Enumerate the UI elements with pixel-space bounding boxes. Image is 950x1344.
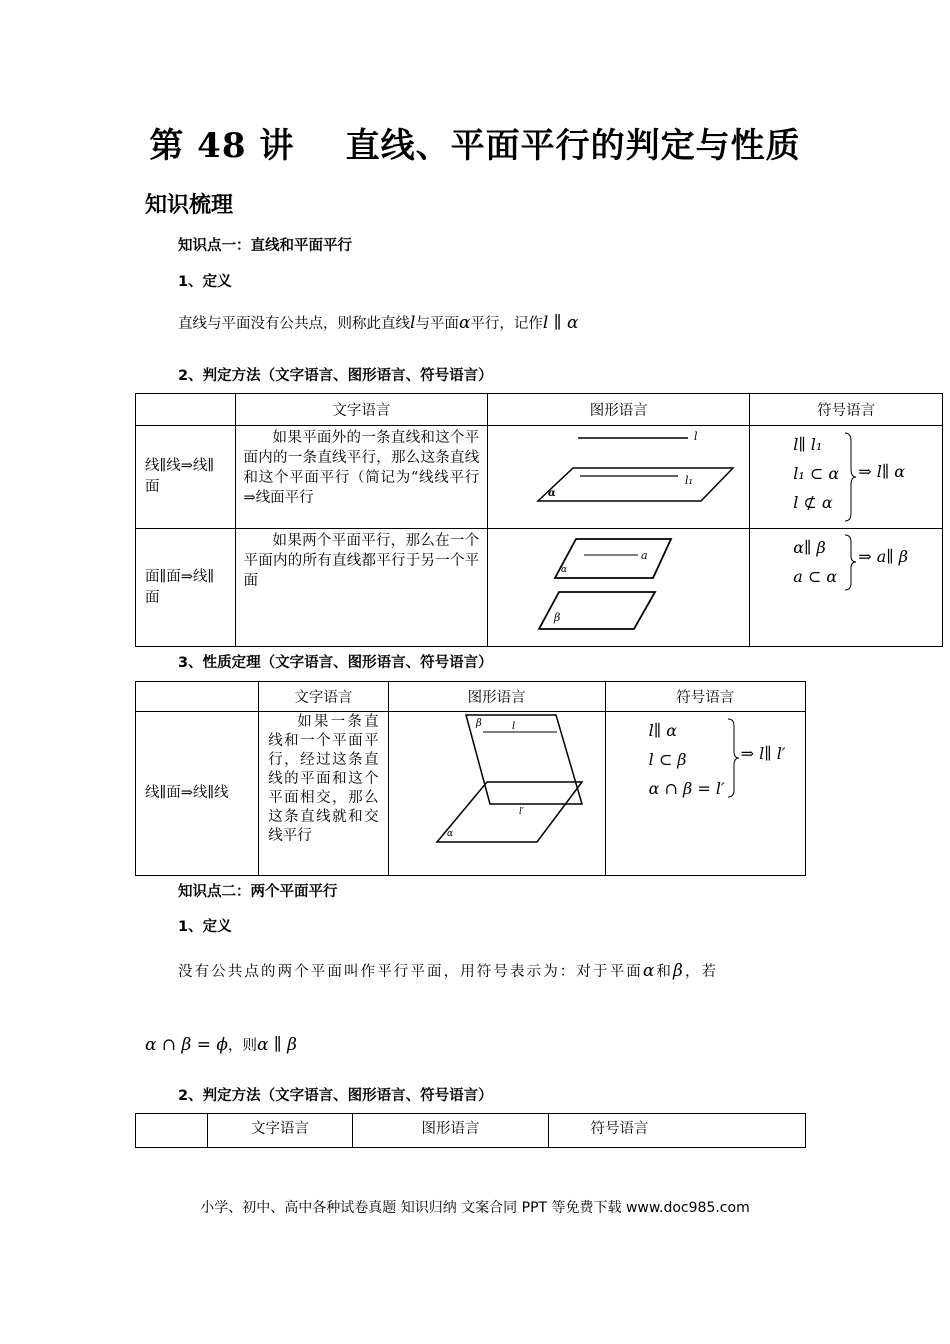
row2-symbol — [750, 529, 943, 647]
kp1-heading: 知识点一：直线和平面平行 — [178, 238, 352, 254]
row2-sym-result: ⇒ a∥ β — [858, 547, 908, 566]
kp1-judge-heading: 2、判定方法（文字语言、图形语言、符号语言） — [178, 368, 493, 384]
row1-symbol — [750, 426, 943, 529]
prop-sym-result: ⇒ l∥ l′ — [740, 744, 786, 763]
def-text-a: 直线与平面没有公共点，则称此直线 — [178, 316, 410, 332]
prop-sym-line-2: l ⊂ β — [648, 750, 687, 769]
kp1-def-heading: 1、定义 — [178, 274, 232, 290]
kp2-def-text-a: 没有公共点的两个平面叫作平行平面，用符号表示为：对于平面 — [178, 964, 643, 980]
kp2-judge-table — [135, 1113, 806, 1148]
label-alpha: α — [561, 565, 568, 575]
row2-sym-line-1: α∥ β — [793, 538, 826, 557]
label-l1: l₁ — [685, 474, 694, 487]
kp2-def-cond: α ∩ β = ϕ — [145, 1035, 228, 1055]
row1-sym-result: ⇒ l∥ α — [858, 462, 906, 481]
prop-header-empty — [136, 682, 259, 712]
label-alpha: α — [446, 829, 453, 839]
prop-sym-lines — [649, 716, 725, 803]
prop-sym-line-3: α ∩ β = l′ — [648, 779, 725, 798]
label-beta: β — [475, 718, 482, 729]
row1-text: 如果平面外的一条直线和这个平面内的一条直线平行，那么这条直线和这个平面平行（简记为“线线平行⇒线面平行 — [235, 426, 488, 529]
plane-intersection-figure — [389, 712, 605, 875]
kp2-heading: 知识点二：两个平面平行 — [178, 884, 338, 900]
property-table — [135, 681, 806, 876]
header-empty — [136, 394, 236, 426]
kp2-def-alpha: α — [642, 961, 657, 981]
row1-sym-lines — [793, 430, 839, 517]
plane-alpha — [437, 782, 582, 842]
row2-figure — [488, 529, 750, 647]
label-a: a — [641, 549, 648, 562]
row2-sym-line-2: a ⊂ α — [793, 567, 838, 586]
kp2-def-beta: β — [673, 961, 685, 981]
kp2-def-he: 和 — [656, 964, 674, 980]
kp2-def-heading: 1、定义 — [178, 919, 232, 935]
section-heading: 知识梳理 — [145, 193, 234, 218]
plane-alpha — [538, 468, 733, 501]
row1-sym-line-1: l∥ l₁ — [793, 435, 823, 454]
def-alpha: α — [458, 313, 471, 333]
kp1-prop-heading: 3、性质定理（文字语言、图形语言、符号语言） — [178, 655, 493, 671]
kp2-judge-heading: 2、判定方法（文字语言、图形语言、符号语言） — [178, 1088, 493, 1104]
row1-brace — [843, 431, 857, 523]
prop-header-figure: 图形语言 — [388, 682, 605, 712]
row2-label: 面∥面⇒线∥面 — [136, 529, 236, 647]
row2-text: 如果两个平面平行，那么在一个平面内的所有直线都平行于另一个平面 — [235, 529, 488, 647]
page-title: 第 48 讲 直线、平面平行的判定与性质 — [149, 126, 801, 166]
prop-row-figure — [388, 712, 605, 876]
kp2-def-result: α ∥ β — [257, 1035, 297, 1055]
header-figure: 图形语言 — [488, 394, 750, 426]
row1-sym-line-2: l₁ ⊂ α — [793, 464, 840, 483]
kp2-def-ze: ，则 — [228, 1038, 257, 1054]
kp2-header-text: 文字语言 — [207, 1114, 353, 1148]
prop-brace — [726, 717, 740, 799]
parallel-planes-figure — [488, 529, 749, 646]
label-l: l — [511, 721, 515, 732]
prop-header-text: 文字语言 — [259, 682, 388, 712]
prop-header-symbol: 符号语言 — [605, 682, 805, 712]
label-lp: l′ — [518, 807, 524, 817]
kp2-header-empty — [136, 1114, 208, 1148]
kp2-header-figure: 图形语言 — [353, 1114, 548, 1148]
kp2-header-symbol: 符号语言 — [548, 1114, 806, 1148]
row1-figure — [488, 426, 750, 529]
prop-row-label: 线∥面⇒线∥线 — [136, 712, 259, 876]
label-beta: β — [554, 611, 561, 624]
row1-label: 线∥线⇒线∥面 — [136, 426, 236, 529]
label-l: l — [694, 430, 698, 443]
kp2-definition-line2 — [145, 1034, 297, 1055]
def-text-b: 与平面 — [415, 316, 459, 332]
row1-sym-line-3: l ⊄ α — [793, 493, 833, 512]
def-notation: l ∥ α — [542, 313, 579, 333]
def-text-c: 平行，记作 — [470, 316, 543, 332]
plane-beta — [466, 715, 582, 804]
prop-row-text: 如果一条直线和一个平面平行，经过这条直线的平面和这个平面相交，那么这条直线就和交线平行 — [259, 712, 388, 876]
header-text: 文字语言 — [235, 394, 488, 426]
row2-brace — [843, 533, 857, 593]
page-footer: 小学、初中、高中各种试卷真题 知识归纳 文案合同 PPT 等免费下载 www.doc985.com — [200, 1200, 750, 1216]
row2-sym-lines — [793, 533, 837, 591]
kp2-def-ruo: ，若 — [684, 964, 719, 980]
kp2-definition-line1 — [178, 960, 806, 981]
kp1-definition — [178, 312, 579, 333]
header-symbol: 符号语言 — [750, 394, 943, 426]
prop-row-symbol — [605, 712, 805, 876]
judge-table — [135, 393, 943, 647]
line-plane-parallel-figure — [488, 426, 749, 528]
def-l: l — [410, 313, 416, 333]
label-alpha: α — [548, 488, 556, 499]
plane-alpha — [555, 539, 671, 578]
prop-sym-line-1: l∥ α — [648, 721, 678, 740]
